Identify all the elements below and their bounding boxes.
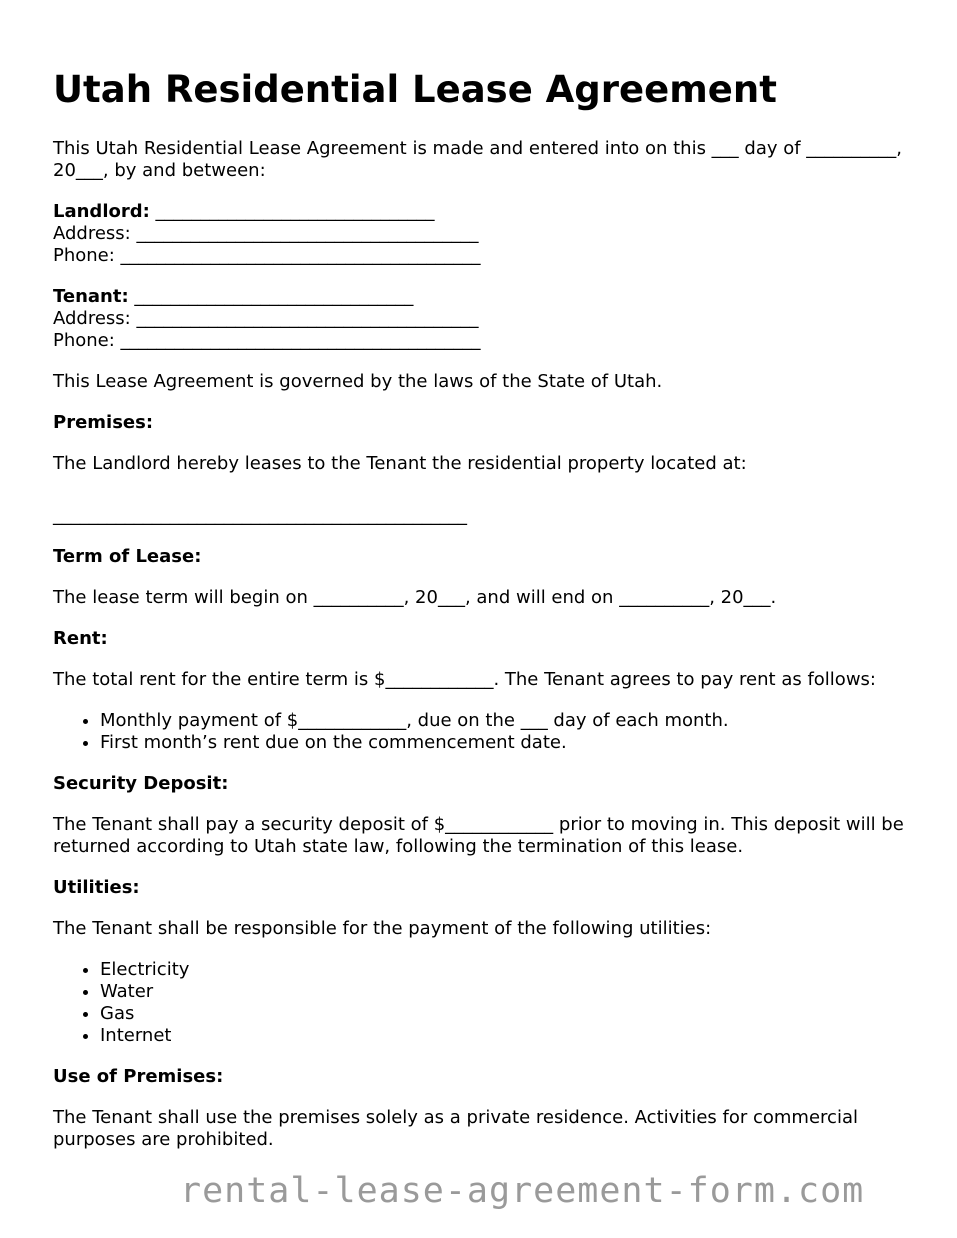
utilities-list bbox=[53, 959, 913, 1047]
use-of-premises-heading: Use of Premises: bbox=[53, 1066, 224, 1087]
utilities-heading: Utilities: bbox=[53, 877, 140, 898]
tenant-block bbox=[53, 286, 913, 352]
term-heading: Term of Lease: bbox=[53, 546, 202, 567]
tenant-label: Tenant: bbox=[53, 286, 129, 307]
list-item: • Water bbox=[100, 981, 913, 1003]
landlord-address-line: Address: ______________________________________ bbox=[53, 223, 479, 244]
landlord-phone-line: Phone: ________________________________________ bbox=[53, 245, 481, 266]
tenant-name-blank: _______________________________ bbox=[128, 286, 414, 307]
landlord-name-blank: _______________________________ bbox=[149, 201, 435, 222]
list-item: • Electricity bbox=[100, 959, 913, 981]
intro-paragraph: This Utah Residential Lease Agreement is made and entered into on this ___ day of __________, 20___, by and between: bbox=[53, 138, 903, 181]
utilities-text: The Tenant shall be responsible for the payment of the following utilities: bbox=[53, 918, 712, 939]
premises-address-blank: ______________________________________________ bbox=[53, 505, 467, 526]
rent-list bbox=[53, 710, 913, 754]
list-item: • First month’s rent due on the commencement date. bbox=[100, 732, 913, 754]
list-item: • Monthly payment of $____________, due on the ___ day of each month. bbox=[100, 710, 913, 732]
governing-law: This Lease Agreement is governed by the laws of the State of Utah. bbox=[53, 371, 663, 392]
list-item: • Internet bbox=[100, 1025, 913, 1047]
tenant-address-line: Address: ______________________________________ bbox=[53, 308, 479, 329]
landlord-name-line bbox=[53, 201, 913, 223]
use-of-premises-text: The Tenant shall use the premises solely as a private residence. Activities for commercial purposes are prohibited. bbox=[53, 1107, 858, 1150]
premises-text: The Landlord hereby leases to the Tenant the residential property located at: bbox=[53, 453, 747, 474]
landlord-label: Landlord: bbox=[53, 201, 150, 222]
list-item: • Gas bbox=[100, 1003, 913, 1025]
security-deposit-heading: Security Deposit: bbox=[53, 773, 229, 794]
premises-heading: Premises: bbox=[53, 412, 154, 433]
landlord-block bbox=[53, 201, 913, 267]
rent-heading: Rent: bbox=[53, 628, 108, 649]
document-title: Utah Residential Lease Agreement bbox=[53, 68, 777, 111]
tenant-name-line bbox=[53, 286, 913, 308]
watermark: rental-lease-agreement-form.com bbox=[180, 1171, 865, 1211]
tenant-phone-line: Phone: ________________________________________ bbox=[53, 330, 481, 351]
security-deposit-text: The Tenant shall pay a security deposit of $____________ prior to moving in. This deposit will be returned according to Utah state law, following the termination of this lease. bbox=[53, 814, 904, 857]
document-page bbox=[53, 68, 913, 1151]
term-text: The lease term will begin on __________, 20___, and will end on __________, 20___. bbox=[53, 587, 777, 608]
rent-text: The total rent for the entire term is $____________. The Tenant agrees to pay rent as follows: bbox=[53, 669, 876, 690]
